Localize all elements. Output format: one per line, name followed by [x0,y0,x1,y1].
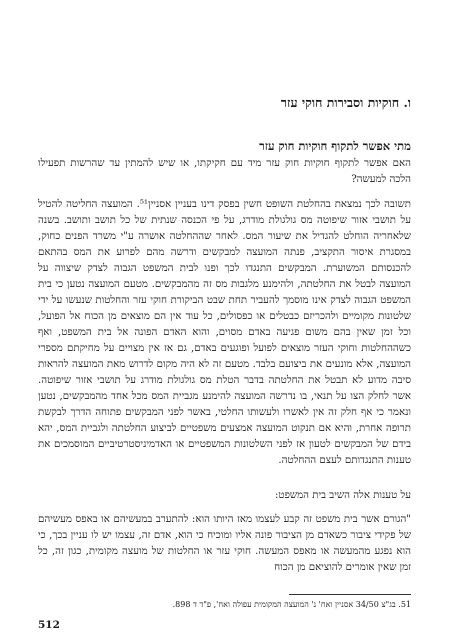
body-paragraph: תשובה לכך נמצאת בהחלטת השופט חשין בפסק דינו בעניין אסניין⁵¹. המועצה החליטה להטיל על תושבי אזור שיפוטה מס גולגולת מודרג, על פי הכנסה שנתית של כל תושב ותושב. בשנה שלאחריה הוחלט להגדיל את שיעור המס. לאחר שההחלטה אושרה ע"י משרד הפנים כחוק, במסגרת איסור התקציב, פנתה המועצה למבקשים ודרשה מהם לפרוע את המס בהתאם להכנסותם המשוערת. המבקשים התנגדו לכך ופנו לבית המשפט הגבוה לצדק שיצווה על המועצה לבטל את החלטתה, ולהימנע מלגבות מס זה מהמבקשים. מטעם המועצה נטען כי בית המשפט הגבוה לצדק אינו מוסמך להעביר תחת שבט הביקורת חוקי עזר והחלטות שנעשו על ידי שלטונות מקומיים ולהכריזם כבטלים או כפסולים, כל עוד אין הם מוצאים מן הכוח אל הפועל, וכל זמן שאין בהם משום פגיעה באדם מסוים, והוא האדם הפונה אל בית המשפט, ואף כשההחלטות וחוקי העזר מוצאים לפועל ופוגעים באדם, גם אז אין מצויים על מחיקתם מספרי המועצה, אלא מונעים את ביצועם בלבד. מטעם זה לא היה מקום לדרוש מאת המועצה להראות סיבה מדוע לא תבטל את החלטתה בדבר הטלת מס גולגולת מודרג על תושבי אזור שיפוטה. אשר לחלק הצו על תנאי, בו נדרשה המועצה להימנע מגביית המס מכל אחד מהמבקשים, נטען ונאמר כי אף חלק זה אין לאשרו ולעשותו החלטי, באשר לפני המבקשים פתוחה הדרך לבקשת תרופה אחרת, והיא אם תנקוט המועצה אמצעים משפטיים לביצוע החלטתה ולגביית המס, יהא בידם של המבקשים לטעון אז לפני השלטונות המשפטיים או האדמיניסטרטיביים המוסמכים את טענות התנגדותם לעצם ההחלטה. [38,199,411,466]
question-text-block [38,156,411,188]
quote-block [38,512,411,576]
footnote: 51. בג"צ 34/50 אסניין ואח' נ' המועצה המקומית עפולה ואח', פ"ד ד 898. [172,600,411,609]
page-number: 512 [38,619,60,631]
question-text: האם אפשר לתקוף חוקיות חוק עזר מיד עם חקיקתו, או שיש להמתין עד שהרשות תפעילו הלכה למעשה? [38,158,411,185]
section-title: ו. חוקיות וסבירות חוקי עזר [280,95,411,110]
question-heading: מתי אפשר לתקוף חוקיות חוק עזר [259,139,411,153]
quote-text: "הגורם אשר בית משפט זה קבע לעצמו מאז היותו הוא: להתערב במעשיהם או באפס מעשיהם של פקידי ציבור כשאדם מן הציבור פונה אליו ומוכיח כי הוא, אדם זה, עצמו יש לו עניין בכך, כי הוא נפגע מהמעשה או מאפס המעשה. חוקי עזר או החלטות של מועצה מקומית, כגון זה, כל זמן שאין אומרים להוציאם מן הכוח [38,514,411,573]
document-page [38,0,411,640]
quote-lead: על טענות אלה השיב בית המשפט: [275,490,411,501]
body-paragraph-block [38,197,411,469]
quote-lead-block [38,488,411,504]
footnote-separator [289,594,411,595]
